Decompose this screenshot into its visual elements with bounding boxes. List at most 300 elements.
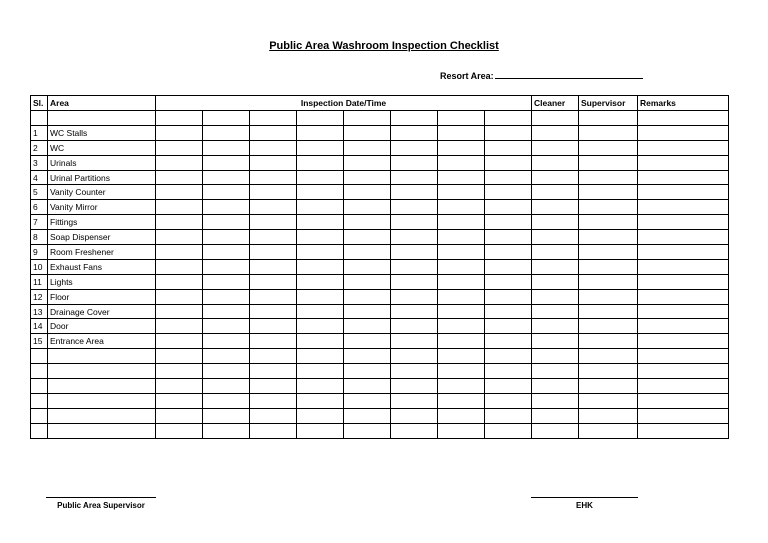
header-cleaner: Cleaner xyxy=(532,96,579,111)
table-row xyxy=(31,245,729,260)
entry-cell[interactable] xyxy=(485,334,532,349)
empty-cell xyxy=(31,408,48,423)
blank-row xyxy=(31,379,729,394)
entry-cell[interactable] xyxy=(344,185,391,200)
entry-cell[interactable] xyxy=(250,289,297,304)
entry-cell[interactable] xyxy=(438,349,485,364)
entry-cell[interactable] xyxy=(579,364,638,379)
entry-cell[interactable] xyxy=(579,125,638,140)
entry-cell[interactable] xyxy=(250,364,297,379)
entry-cell[interactable] xyxy=(532,289,579,304)
entry-cell[interactable] xyxy=(532,423,579,438)
row-sl-number: 5 xyxy=(31,185,48,200)
entry-cell[interactable] xyxy=(203,274,250,289)
entry-cell[interactable] xyxy=(579,408,638,423)
entry-cell[interactable] xyxy=(638,349,729,364)
entry-cell[interactable] xyxy=(156,319,203,334)
entry-cell[interactable] xyxy=(438,304,485,319)
header-inspection-date-time: Inspection Date/Time xyxy=(156,96,532,111)
entry-cell[interactable] xyxy=(638,111,729,126)
entry-cell[interactable] xyxy=(532,334,579,349)
header-row xyxy=(31,96,729,111)
entry-cell[interactable] xyxy=(485,230,532,245)
entry-cell[interactable] xyxy=(485,319,532,334)
entry-cell[interactable] xyxy=(485,185,532,200)
entry-cell[interactable] xyxy=(203,111,250,126)
entry-cell[interactable] xyxy=(391,334,438,349)
empty-cell xyxy=(48,408,156,423)
entry-cell[interactable] xyxy=(638,319,729,334)
table-row xyxy=(31,289,729,304)
entry-cell[interactable] xyxy=(344,274,391,289)
entry-cell[interactable] xyxy=(485,170,532,185)
entry-cell[interactable] xyxy=(485,111,532,126)
entry-cell[interactable] xyxy=(485,408,532,423)
entry-cell[interactable] xyxy=(638,289,729,304)
row-area-name: Floor xyxy=(48,289,156,304)
entry-cell[interactable] xyxy=(297,393,344,408)
entry-cell[interactable] xyxy=(579,423,638,438)
entry-cell[interactable] xyxy=(156,155,203,170)
entry-cell[interactable] xyxy=(250,140,297,155)
entry-cell[interactable] xyxy=(485,364,532,379)
entry-cell[interactable] xyxy=(156,245,203,260)
entry-cell[interactable] xyxy=(638,155,729,170)
entry-cell[interactable] xyxy=(297,215,344,230)
entry-cell[interactable] xyxy=(532,215,579,230)
entry-cell[interactable] xyxy=(391,230,438,245)
entry-cell[interactable] xyxy=(485,245,532,260)
entry-cell[interactable] xyxy=(579,215,638,230)
entry-cell[interactable] xyxy=(203,304,250,319)
entry-cell[interactable] xyxy=(485,215,532,230)
table-row xyxy=(31,140,729,155)
signature-ehk xyxy=(531,497,638,510)
blank-row xyxy=(31,423,729,438)
entry-cell[interactable] xyxy=(438,125,485,140)
entry-cell[interactable] xyxy=(579,393,638,408)
entry-cell[interactable] xyxy=(203,230,250,245)
title-text: Public Area Washroom Inspection Checklist xyxy=(269,40,499,52)
entry-cell[interactable] xyxy=(485,393,532,408)
entry-cell[interactable] xyxy=(638,364,729,379)
entry-cell[interactable] xyxy=(391,140,438,155)
entry-cell[interactable] xyxy=(391,319,438,334)
entry-cell[interactable] xyxy=(638,230,729,245)
row-area-name: Soap Dispenser xyxy=(48,230,156,245)
entry-cell[interactable] xyxy=(344,334,391,349)
entry-cell[interactable] xyxy=(156,304,203,319)
entry-cell[interactable] xyxy=(638,185,729,200)
entry-cell[interactable] xyxy=(485,200,532,215)
entry-cell[interactable] xyxy=(485,125,532,140)
entry-cell[interactable] xyxy=(485,423,532,438)
entry-cell[interactable] xyxy=(297,349,344,364)
entry-cell[interactable] xyxy=(250,111,297,126)
entry-cell[interactable] xyxy=(203,393,250,408)
entry-cell[interactable] xyxy=(438,230,485,245)
entry-cell[interactable] xyxy=(156,423,203,438)
entry-cell[interactable] xyxy=(156,408,203,423)
entry-cell[interactable] xyxy=(203,289,250,304)
row-area-name: Urinals xyxy=(48,155,156,170)
entry-cell[interactable] xyxy=(391,364,438,379)
entry-cell[interactable] xyxy=(156,259,203,274)
entry-cell[interactable] xyxy=(250,334,297,349)
entry-cell[interactable] xyxy=(391,274,438,289)
table-row xyxy=(31,170,729,185)
entry-cell[interactable] xyxy=(391,289,438,304)
entry-cell[interactable] xyxy=(579,289,638,304)
entry-cell[interactable] xyxy=(297,200,344,215)
entry-cell[interactable] xyxy=(156,185,203,200)
entry-cell[interactable] xyxy=(485,349,532,364)
row-sl-number: 11 xyxy=(31,274,48,289)
row-sl-number: 15 xyxy=(31,334,48,349)
entry-cell[interactable] xyxy=(438,111,485,126)
entry-cell[interactable] xyxy=(297,319,344,334)
entry-cell[interactable] xyxy=(438,155,485,170)
row-area-name: Exhaust Fans xyxy=(48,259,156,274)
entry-cell[interactable] xyxy=(156,111,203,126)
entry-cell[interactable] xyxy=(438,364,485,379)
entry-cell[interactable] xyxy=(203,245,250,260)
entry-cell[interactable] xyxy=(297,155,344,170)
entry-cell[interactable] xyxy=(297,245,344,260)
resort-area-blank-line[interactable] xyxy=(495,70,643,79)
row-sl-number: 3 xyxy=(31,155,48,170)
entry-cell[interactable] xyxy=(638,259,729,274)
entry-cell[interactable] xyxy=(438,185,485,200)
entry-cell[interactable] xyxy=(297,304,344,319)
entry-cell[interactable] xyxy=(532,379,579,394)
row-sl-number: 4 xyxy=(31,170,48,185)
entry-cell[interactable] xyxy=(156,349,203,364)
entry-cell[interactable] xyxy=(250,304,297,319)
entry-cell[interactable] xyxy=(344,364,391,379)
entry-cell[interactable] xyxy=(297,423,344,438)
entry-cell[interactable] xyxy=(250,379,297,394)
entry-cell[interactable] xyxy=(391,215,438,230)
entry-cell[interactable] xyxy=(579,185,638,200)
entry-cell[interactable] xyxy=(532,140,579,155)
entry-cell[interactable] xyxy=(156,230,203,245)
entry-cell[interactable] xyxy=(344,304,391,319)
entry-cell[interactable] xyxy=(579,274,638,289)
entry-cell[interactable] xyxy=(156,140,203,155)
entry-cell[interactable] xyxy=(297,125,344,140)
entry-cell[interactable] xyxy=(203,155,250,170)
entry-cell[interactable] xyxy=(391,185,438,200)
entry-cell[interactable] xyxy=(156,289,203,304)
empty-cell xyxy=(48,379,156,394)
entry-cell[interactable] xyxy=(203,319,250,334)
entry-cell[interactable] xyxy=(532,364,579,379)
entry-cell[interactable] xyxy=(438,289,485,304)
entry-cell[interactable] xyxy=(391,393,438,408)
entry-cell[interactable] xyxy=(203,259,250,274)
entry-cell[interactable] xyxy=(203,408,250,423)
entry-cell[interactable] xyxy=(485,140,532,155)
entry-cell[interactable] xyxy=(638,423,729,438)
entry-cell[interactable] xyxy=(297,364,344,379)
entry-cell[interactable] xyxy=(438,200,485,215)
entry-cell[interactable] xyxy=(485,289,532,304)
entry-cell[interactable] xyxy=(156,379,203,394)
entry-cell[interactable] xyxy=(638,215,729,230)
entry-cell[interactable] xyxy=(344,393,391,408)
entry-cell[interactable] xyxy=(250,170,297,185)
entry-cell[interactable] xyxy=(532,259,579,274)
entry-cell[interactable] xyxy=(638,200,729,215)
entry-cell[interactable] xyxy=(579,245,638,260)
row-area-name: WC xyxy=(48,140,156,155)
entry-cell[interactable] xyxy=(203,125,250,140)
entry-cell[interactable] xyxy=(156,334,203,349)
entry-cell[interactable] xyxy=(250,259,297,274)
entry-cell[interactable] xyxy=(579,379,638,394)
entry-cell[interactable] xyxy=(391,155,438,170)
table-row xyxy=(31,230,729,245)
entry-cell[interactable] xyxy=(297,289,344,304)
entry-cell[interactable] xyxy=(297,111,344,126)
row-sl-number: 6 xyxy=(31,200,48,215)
entry-cell[interactable] xyxy=(532,230,579,245)
entry-cell[interactable] xyxy=(391,423,438,438)
entry-cell[interactable] xyxy=(579,155,638,170)
entry-cell[interactable] xyxy=(156,393,203,408)
row-area-name: Drainage Cover xyxy=(48,304,156,319)
entry-cell[interactable] xyxy=(391,200,438,215)
entry-cell[interactable] xyxy=(250,423,297,438)
empty-cell xyxy=(31,423,48,438)
entry-cell[interactable] xyxy=(250,245,297,260)
document-title xyxy=(0,40,768,52)
entry-cell[interactable] xyxy=(344,140,391,155)
entry-cell[interactable] xyxy=(250,155,297,170)
entry-cell[interactable] xyxy=(532,170,579,185)
entry-cell[interactable] xyxy=(438,274,485,289)
entry-cell[interactable] xyxy=(250,408,297,423)
row-sl-number: 2 xyxy=(31,140,48,155)
entry-cell[interactable] xyxy=(438,245,485,260)
entry-cell[interactable] xyxy=(438,140,485,155)
entry-cell[interactable] xyxy=(391,111,438,126)
table-row xyxy=(31,155,729,170)
entry-cell[interactable] xyxy=(297,334,344,349)
entry-cell[interactable] xyxy=(579,111,638,126)
entry-cell[interactable] xyxy=(391,349,438,364)
entry-cell[interactable] xyxy=(203,364,250,379)
entry-cell[interactable] xyxy=(485,155,532,170)
entry-cell[interactable] xyxy=(532,125,579,140)
entry-cell[interactable] xyxy=(297,230,344,245)
entry-cell[interactable] xyxy=(579,259,638,274)
entry-cell[interactable] xyxy=(391,125,438,140)
entry-cell[interactable] xyxy=(638,274,729,289)
empty-cell xyxy=(48,364,156,379)
entry-cell[interactable] xyxy=(344,125,391,140)
entry-cell[interactable] xyxy=(532,319,579,334)
entry-cell[interactable] xyxy=(250,393,297,408)
entry-cell[interactable] xyxy=(156,364,203,379)
entry-cell[interactable] xyxy=(156,274,203,289)
entry-cell[interactable] xyxy=(532,393,579,408)
entry-cell[interactable] xyxy=(438,379,485,394)
entry-cell[interactable] xyxy=(579,304,638,319)
entry-cell[interactable] xyxy=(250,230,297,245)
entry-cell[interactable] xyxy=(532,155,579,170)
row-sl-number: 14 xyxy=(31,319,48,334)
entry-cell[interactable] xyxy=(438,423,485,438)
row-sl-number: 7 xyxy=(31,215,48,230)
entry-cell[interactable] xyxy=(638,334,729,349)
entry-cell[interactable] xyxy=(638,140,729,155)
entry-cell[interactable] xyxy=(344,230,391,245)
empty-cell xyxy=(48,111,156,126)
table-row xyxy=(31,319,729,334)
row-area-name: Urinal Partitions xyxy=(48,170,156,185)
entry-cell[interactable] xyxy=(203,185,250,200)
entry-cell[interactable] xyxy=(391,379,438,394)
entry-cell[interactable] xyxy=(250,319,297,334)
entry-cell[interactable] xyxy=(438,259,485,274)
entry-cell[interactable] xyxy=(344,423,391,438)
entry-cell[interactable] xyxy=(250,215,297,230)
entry-cell[interactable] xyxy=(250,200,297,215)
entry-cell[interactable] xyxy=(203,140,250,155)
entry-cell[interactable] xyxy=(638,379,729,394)
signature-label-right: EHK xyxy=(576,501,593,510)
entry-cell[interactable] xyxy=(203,379,250,394)
empty-cell xyxy=(31,349,48,364)
entry-cell[interactable] xyxy=(391,170,438,185)
entry-cell[interactable] xyxy=(638,304,729,319)
entry-cell[interactable] xyxy=(638,125,729,140)
entry-cell[interactable] xyxy=(297,185,344,200)
entry-cell[interactable] xyxy=(532,274,579,289)
entry-cell[interactable] xyxy=(344,111,391,126)
row-area-name: Fittings xyxy=(48,215,156,230)
entry-cell[interactable] xyxy=(344,379,391,394)
signature-label-left: Public Area Supervisor xyxy=(57,501,145,510)
entry-cell[interactable] xyxy=(203,423,250,438)
entry-cell[interactable] xyxy=(156,170,203,185)
resort-area-label: Resort Area: xyxy=(440,71,494,81)
entry-cell[interactable] xyxy=(485,274,532,289)
entry-cell[interactable] xyxy=(391,408,438,423)
entry-cell[interactable] xyxy=(579,140,638,155)
entry-cell[interactable] xyxy=(344,319,391,334)
entry-cell[interactable] xyxy=(579,200,638,215)
entry-cell[interactable] xyxy=(579,349,638,364)
entry-cell[interactable] xyxy=(203,200,250,215)
entry-cell[interactable] xyxy=(156,215,203,230)
table-row xyxy=(31,215,729,230)
row-area-name: Vanity Mirror xyxy=(48,200,156,215)
empty-cell xyxy=(31,393,48,408)
entry-cell[interactable] xyxy=(344,289,391,304)
entry-cell[interactable] xyxy=(438,393,485,408)
entry-cell[interactable] xyxy=(438,170,485,185)
entry-cell[interactable] xyxy=(638,245,729,260)
entry-cell[interactable] xyxy=(250,185,297,200)
entry-cell[interactable] xyxy=(391,245,438,260)
entry-cell[interactable] xyxy=(344,245,391,260)
entry-cell[interactable] xyxy=(203,349,250,364)
entry-cell[interactable] xyxy=(297,259,344,274)
entry-cell[interactable] xyxy=(156,200,203,215)
entry-cell[interactable] xyxy=(297,408,344,423)
entry-cell[interactable] xyxy=(485,379,532,394)
entry-cell[interactable] xyxy=(579,319,638,334)
signature-public-area-supervisor xyxy=(46,497,156,510)
empty-cell xyxy=(48,349,156,364)
entry-cell[interactable] xyxy=(638,170,729,185)
entry-cell[interactable] xyxy=(532,304,579,319)
entry-cell[interactable] xyxy=(532,408,579,423)
entry-cell[interactable] xyxy=(485,304,532,319)
entry-cell[interactable] xyxy=(203,215,250,230)
entry-cell[interactable] xyxy=(344,170,391,185)
entry-cell[interactable] xyxy=(391,259,438,274)
entry-cell[interactable] xyxy=(638,393,729,408)
entry-cell[interactable] xyxy=(250,125,297,140)
entry-cell[interactable] xyxy=(579,230,638,245)
table-row xyxy=(31,125,729,140)
entry-cell[interactable] xyxy=(438,319,485,334)
entry-cell[interactable] xyxy=(438,215,485,230)
entry-cell[interactable] xyxy=(532,245,579,260)
blank-row xyxy=(31,349,729,364)
entry-cell[interactable] xyxy=(344,155,391,170)
entry-cell[interactable] xyxy=(297,140,344,155)
row-area-name: Room Freshener xyxy=(48,245,156,260)
entry-cell[interactable] xyxy=(344,408,391,423)
row-sl-number: 8 xyxy=(31,230,48,245)
entry-cell[interactable] xyxy=(297,379,344,394)
row-sl-number: 10 xyxy=(31,259,48,274)
entry-cell[interactable] xyxy=(297,170,344,185)
entry-cell[interactable] xyxy=(156,125,203,140)
entry-cell[interactable] xyxy=(532,200,579,215)
entry-cell[interactable] xyxy=(579,334,638,349)
entry-cell[interactable] xyxy=(250,274,297,289)
entry-cell[interactable] xyxy=(438,334,485,349)
entry-cell[interactable] xyxy=(250,349,297,364)
entry-cell[interactable] xyxy=(485,259,532,274)
entry-cell[interactable] xyxy=(532,349,579,364)
entry-cell[interactable] xyxy=(203,170,250,185)
entry-cell[interactable] xyxy=(297,274,344,289)
entry-cell[interactable] xyxy=(532,185,579,200)
entry-cell[interactable] xyxy=(344,215,391,230)
row-area-name: WC Stalls xyxy=(48,125,156,140)
empty-cell xyxy=(31,111,48,126)
inspection-table xyxy=(30,95,729,439)
entry-cell[interactable] xyxy=(203,334,250,349)
entry-cell[interactable] xyxy=(391,304,438,319)
entry-cell[interactable] xyxy=(344,200,391,215)
entry-cell[interactable] xyxy=(579,170,638,185)
entry-cell[interactable] xyxy=(344,349,391,364)
entry-cell[interactable] xyxy=(438,408,485,423)
entry-cell[interactable] xyxy=(532,111,579,126)
empty-cell xyxy=(48,423,156,438)
row-sl-number: 12 xyxy=(31,289,48,304)
entry-cell[interactable] xyxy=(344,259,391,274)
entry-cell[interactable] xyxy=(638,408,729,423)
